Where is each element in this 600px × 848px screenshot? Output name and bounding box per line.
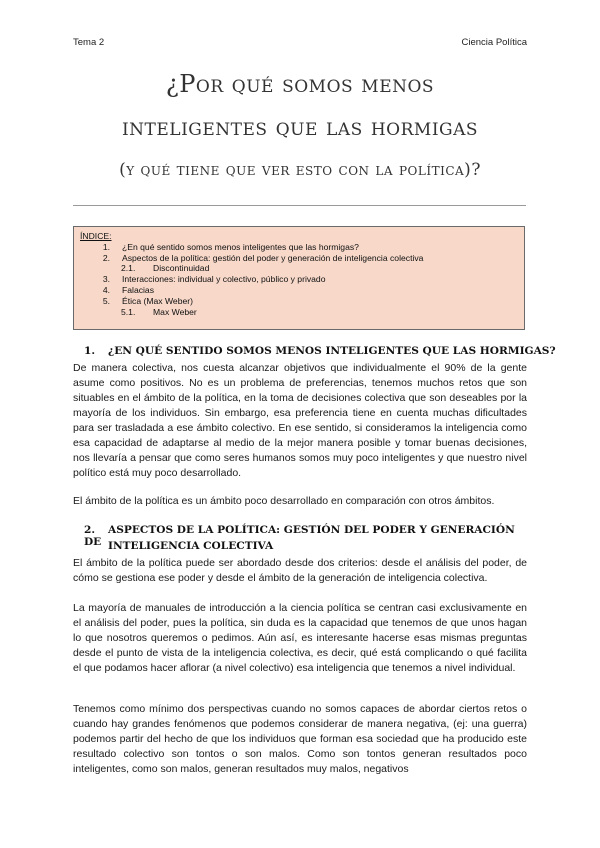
- index-item-text: Ética (Max Weber): [122, 295, 193, 306]
- header-subject-right: Ciencia Política: [461, 37, 527, 48]
- document-title-line-1: ¿Por qué somos menos: [165, 70, 435, 98]
- section-2-paragraph-2: La mayoría de manuales de introducción a la ciencia política se centran casi exclusivamente en el análisis del poder, pues la política, sin duda es la capacidad que tenemos de que unos hagan lo que nosotros queremos o pedimos. Aún así, es interesante hacerse esas mismas preguntas desde el punto de vista de la inteligencia colectiva, es decir, qué está complicando o qué facilita el que podamos hacer aflorar (a nivel colectivo) esa inteligencia que tenemos a nivel individual.: [73, 602, 527, 674]
- index-item-text: Discontinuidad: [153, 263, 210, 274]
- section-1-number: 1.: [84, 345, 96, 357]
- index-item-text: Max Weber: [153, 306, 197, 317]
- index-item-text: Aspectos de la política: gestión del poder y generación de inteligencia colectiva: [122, 252, 424, 263]
- index-item: [80, 274, 518, 285]
- index-item: [80, 285, 518, 296]
- index-subitem: [80, 263, 518, 274]
- index-title: ÍNDICE:: [80, 231, 112, 241]
- section-2-number: 2.: [84, 524, 96, 536]
- index-item-number: 1.: [102, 241, 110, 252]
- header-subject-left: Tema 2: [73, 37, 105, 48]
- index-item-number: 4.: [102, 284, 110, 295]
- section-1-paragraph-1: De manera colectiva, nos cuesta alcanzar objetivos que individualmente el 90% de la gente asume como positivos. No es un problema de preferencias, tenemos muchos retos que son situables en el ámbito de la política, en la toma de decisiones colectiva que son deseables por la mayoría de los individuos. Sin embargo, esa preferencia tiene en cuenta muchas dificultades para ser trasladada a ese ámbito colectivo. En ese sentido, si consideramos la inteligencia como esa capacidad de adaptarse al medio de la mejor manera posible y tomar buenas decisiones, nos llevaría a pensar que como seres humanos somos muy poco inteligentes y que nuestro nivel político está muy poco desarrollado.: [73, 362, 527, 479]
- section-1-title: ¿EN QUÉ SENTIDO SOMOS MENOS INTELIGENTES QUE LAS HORMIGAS?: [108, 345, 556, 357]
- index-item-number: 3.: [102, 274, 110, 285]
- section-1-heading: [84, 345, 556, 357]
- index-item-number: 2.1.: [121, 263, 136, 274]
- index-item-text: Interacciones: individual y colectivo, público y privado: [122, 274, 326, 285]
- section-2-paragraph-3: Tenemos como mínimo dos perspectivas cuando no somos capaces de abordar ciertos retos o cuando hay grandes fenómenos que podemos considerar de manera negativa, (ej: una guerra) podemos partir del hecho de que los individuos que forman esa sociedad que ha producido este resultado colectivo son tontos o son malos. Como son tontos generan resultados poco inteligentes, como son malos, generan resultados muy malos, negativos: [73, 703, 527, 775]
- index-item-number: 5.: [102, 295, 110, 306]
- document-title-line-2: inteligentes que las hormigas: [121, 113, 479, 141]
- title-divider: [73, 205, 526, 206]
- index-item: [80, 242, 518, 253]
- index-item-number: 2.: [102, 252, 110, 263]
- section-2-heading-line-2: INTELIGENCIA COLECTIVA: [108, 540, 274, 552]
- index-item-text: Falacias: [122, 284, 154, 295]
- section-2-title-line-1: ASPECTOS DE LA POLÍTICA: GESTIÓN DEL PODER Y GENERACIÓN DE: [84, 524, 515, 548]
- document-subtitle: (y qué tiene que ver esto con la política)?: [119, 160, 481, 180]
- index-item-text: ¿En qué sentido somos menos inteligentes que las hormigas?: [122, 241, 359, 252]
- index-box: [73, 226, 525, 330]
- section-2-paragraph-1: El ámbito de la política puede ser abordado desde dos criterios: desde el análisis del poder, de cómo se gestiona ese poder y desde el ámbito de la generación de inteligencia colectiva.: [73, 557, 527, 584]
- index-subitem: [80, 307, 518, 318]
- index-item-number: 5.1.: [121, 306, 136, 317]
- index-item: [80, 253, 518, 264]
- index-item: [80, 296, 518, 307]
- section-1-paragraph-2: El ámbito de la política es un ámbito poco desarrollado en comparación con otros ámbitos.: [73, 495, 495, 507]
